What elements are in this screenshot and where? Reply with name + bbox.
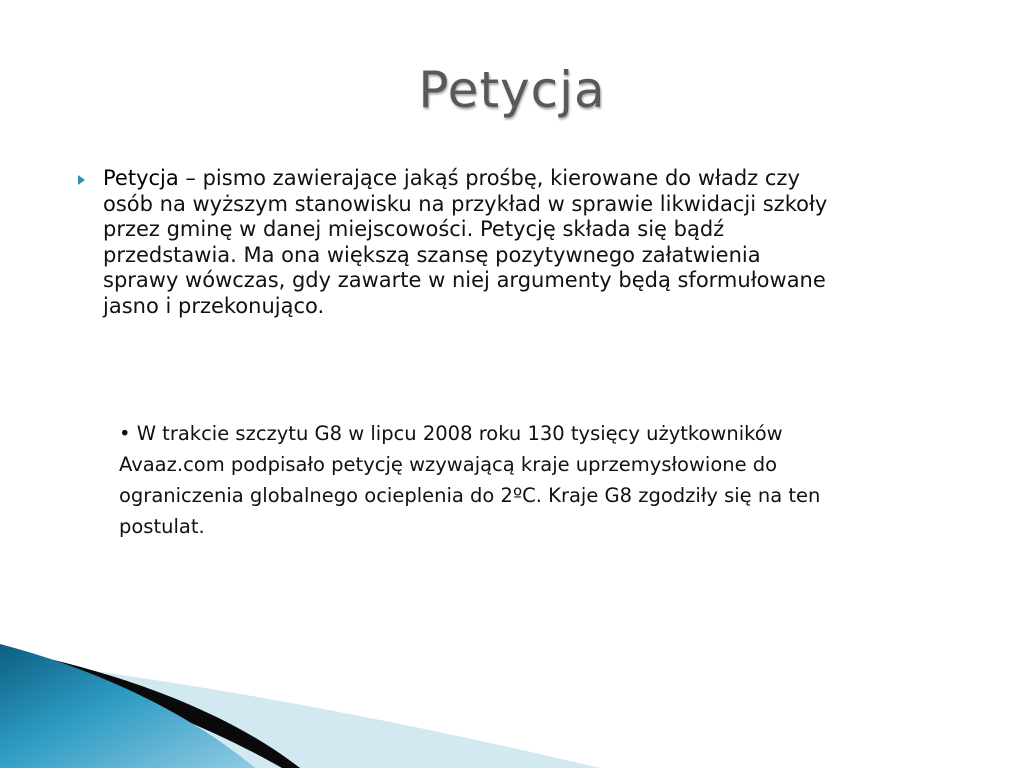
bullet-text [103, 166, 838, 319]
bullet-definition: – pismo zawierające jakąś prośbę, kierowane do władz czy osób na wyższym stanowisku na przykład w sprawie likwidacji szkoły przez gminę w danej miejscowości. Petycję składa się bądź przedstawia. Ma ona większą szansę pozytywnego załatwienia sprawy wówczas, gdy zawarte w niej argumenty będą sformułowane jasno i przekonująco. [103, 166, 828, 318]
bullet-term: Petycja [103, 166, 179, 190]
decorative-wave [0, 644, 1024, 768]
slide-title: Petycja [418, 61, 606, 119]
note-paragraph: • W trakcie szczytu G8 w lipcu 2008 roku 130 tysięcy użytkowników Avaaz.com podpisało petycję wzywającą kraje uprzemysłowione do ograniczenia globalnego ocieplenia do 2ºC. Kraje G8 zgodziły się na ten postulat. [119, 422, 821, 538]
triangle-bullet-icon [78, 175, 85, 185]
bullet-item [78, 166, 838, 319]
